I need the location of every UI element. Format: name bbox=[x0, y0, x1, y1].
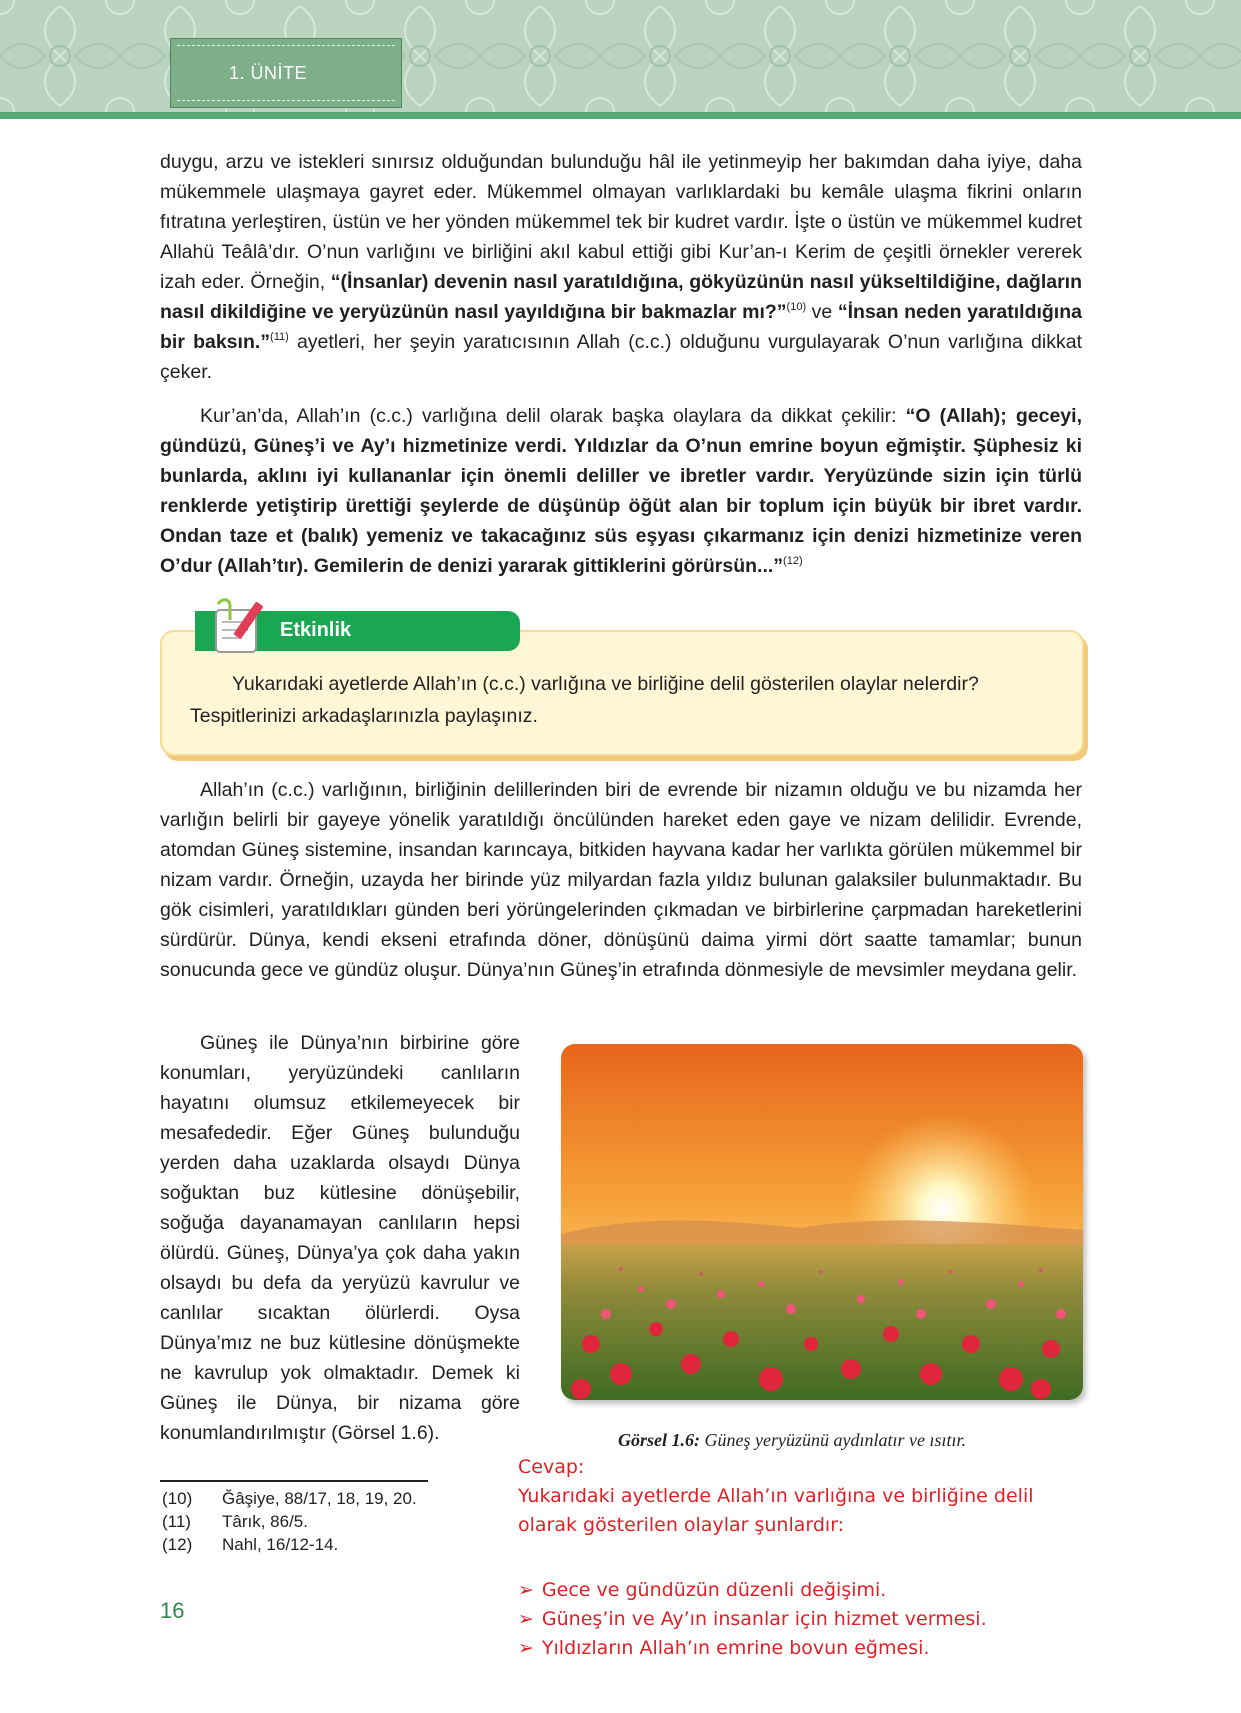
p1-quote-2: “İnsan neden yaratıldığına bir baksın.” bbox=[160, 301, 1082, 353]
footnote-ref-11: (11) bbox=[270, 331, 289, 343]
answer-item-text: Güneş’in ve Ay’ın insanlar için hizmet vermesi. bbox=[541, 1608, 987, 1630]
footnote-number: (11) bbox=[162, 1512, 191, 1531]
unit-tag bbox=[170, 38, 402, 108]
tag-border-top bbox=[177, 45, 395, 46]
footnote-divider bbox=[160, 1480, 428, 1482]
answer-item-text: Yıldızların Allah’ın emrine bovun eğmesi. bbox=[541, 1637, 930, 1659]
paragraph-4: Güneş ile Dünya’nın birbirine göre konumları, yeryüzündeki canlıların hayatını olumsuz etkilemeyecek bir mesafededir. Eğer Güneş bulunduğu yerden daha uzaklarda olsaydı Dünya soğuktan buz kütlesine dönüşebilir, soğuğa dayanamayan canlıların hepsi ölürdü. Güneş, Dünya’ya çok daha yakın olsaydı bu defa da yeryüzü kavrulur ve canlılar sıcaktan ölürlerdi. Oysa Dünya’mız ne buz kütlesine dönüşmekte ne kavrulup yok olmaktadır. Demek ki Güneş ile Dünya, bir nizama göre konumlandırılmıştır (Görsel 1.6). bbox=[160, 1032, 520, 1444]
answer-item-text: Gece ve gündüzün düzenli değişimi. bbox=[541, 1579, 887, 1601]
answer-intro: Yukarıdaki ayetlerde Allah’ın varlığına ve birliğine delil olarak gösterilen olaylar şunlardır: bbox=[518, 1485, 1034, 1536]
footnote-text: Nahl, 16/12-14. bbox=[222, 1535, 339, 1554]
arrow-bullet-icon: ➢ bbox=[518, 1579, 534, 1601]
answer-heading: Cevap: bbox=[518, 1456, 585, 1478]
footnote-item bbox=[162, 1510, 417, 1533]
figure-caption bbox=[618, 1430, 966, 1451]
paragraph-2 bbox=[160, 401, 1082, 581]
p2-quote: “O (Allah); geceyi, gündüzü, Güneş’i ve Ay’ı hizmetinize verdi. Yıldızlar da O’nun emrine boyun eğmiştir. Şüphesiz ki bunlarda, aklını iyi kullananlar için önemli deliller ve ibretler vardır. Yeryüzünde sizin için türlü renklerde yetiştirip ürettiği şeylerde de düşünüp öğüt alan bir toplum için büyük bir ibret vardır. Ondan taze et (balık) yemeniz ve takacağınız süs eşyası çıkarmanız için denizi hizmetinize veren O’dur (Allah’tır). Gemilerin de denizi yararak gittiklerini görürsün...” bbox=[160, 405, 1082, 577]
banner-stripe bbox=[0, 112, 1241, 119]
activity-question-text: Yukarıdaki ayetlerde Allah’ın (c.c.) varlığına ve birliğine delil gösterilen olaylar nelerdir? Tespitlerinizi arkadaşlarınızla paylaşınız. bbox=[190, 673, 979, 727]
footnote-item bbox=[162, 1533, 417, 1556]
answer-item bbox=[518, 1576, 1078, 1605]
p1-text-2: ve bbox=[806, 301, 838, 323]
p1-text-3: ayetleri, her şeyin yaratıcısının Allah (c.c.) olduğunu vurgulayarak O’nun varlığına dikkat çeker. bbox=[160, 331, 1082, 383]
figure-caption-text: Güneş yeryüzünü aydınlatır ve ısıtır. bbox=[700, 1430, 966, 1450]
footnote-number: (12) bbox=[162, 1535, 193, 1554]
answer-item bbox=[518, 1605, 1078, 1634]
answer-block bbox=[518, 1453, 1078, 1663]
figure-caption-label: Görsel 1.6: bbox=[618, 1430, 700, 1450]
footnote-item bbox=[162, 1487, 417, 1510]
tag-border-bottom bbox=[177, 100, 395, 101]
unit-label: 1. ÜNİTE bbox=[229, 63, 308, 83]
footnote-number: (10) bbox=[162, 1489, 193, 1508]
paragraph-1 bbox=[160, 147, 1082, 387]
arrow-bullet-icon: ➢ bbox=[518, 1608, 534, 1630]
footnote-ref-10: (10) bbox=[786, 301, 807, 313]
notepad-pencil-icon bbox=[208, 596, 270, 658]
activity-question bbox=[190, 668, 1060, 732]
footnote-text: Ğâşiye, 88/17, 18, 19, 20. bbox=[222, 1489, 417, 1508]
sunset-poppy-field-image bbox=[561, 1044, 1083, 1400]
arrow-bullet-icon: ➢ bbox=[518, 1637, 534, 1659]
footnotes bbox=[162, 1487, 417, 1556]
p1-text-1: duygu, arzu ve istekleri sınırsız olduğundan bulunduğu hâl ile yetinmeyip her bakımdan daha iyiye, daha mükemmele ulaşmaya gayret eder. Mükemmel olmayan varlıklardaki bu kemâle ulaşma fikrini onların fıtratına yerleştiren, üstün ve her yönden mükemmel tek bir kudret vardır. İşte o üstün ve mükemmel kudret Allahü Teâlâ’dır. O’nun varlığını ve birliğini akıl kabul ettiği gibi Kur’an-ı Kerim de çeşitli örnekler vererek izah eder. Örneğin, bbox=[160, 151, 1082, 293]
paragraph-3: Allah’ın (c.c.) varlığının, birliğinin delillerinden biri de evrende bir nizamın olduğu ve bu nizamda her varlığın belirli bir gayeye yönelik yaratıldığı öncülünden hareket eden gaye ve nizam delilidir. Evrende, atomdan Güneş sistemine, insandan karıncaya, bitkiden hayvana kadar her varlıkta görülen mükemmel bir nizam vardır. Örneğin, uzayda her birinde yüz milyardan fazla yıldız bulunan galaksiler bulunmaktadır. Bu gök cisimleri, yaratıldıkları günden beri yörüngelerinden çıkmadan ve birbirlerine çarpmadan hareketlerini sürdürür. Dünya, kendi ekseni etrafında döner, dönüşünü daima yirmi dört saatte tamamlar; bunun sonucunda gece ve gündüz oluşur. Dünya’nın Güneş’in etrafında dönmesiyle de mevsimler meydana gelir. bbox=[160, 779, 1082, 981]
sunset-field-photo bbox=[561, 1044, 1083, 1400]
p1-quote-1: “(İnsanlar) devenin nasıl yaratıldığına, gökyüzünün nasıl yükseltildiğine, dağların nasıl dikildiğine ve yeryüzünün nasıl yayıldığına bir bakmazlar mı?” bbox=[160, 271, 1083, 323]
footnote-ref-12: (12) bbox=[783, 555, 803, 567]
footnote-text: Târık, 86/5. bbox=[222, 1512, 308, 1531]
activity-title: Etkinlik bbox=[280, 619, 352, 641]
answer-item bbox=[518, 1634, 1078, 1663]
p2-text-1: Kur’an’da, Allah’ın (c.c.) varlığına delil olarak başka olaylara da dikkat çekilir: bbox=[200, 405, 906, 427]
page-number: 16 bbox=[160, 1598, 185, 1623]
